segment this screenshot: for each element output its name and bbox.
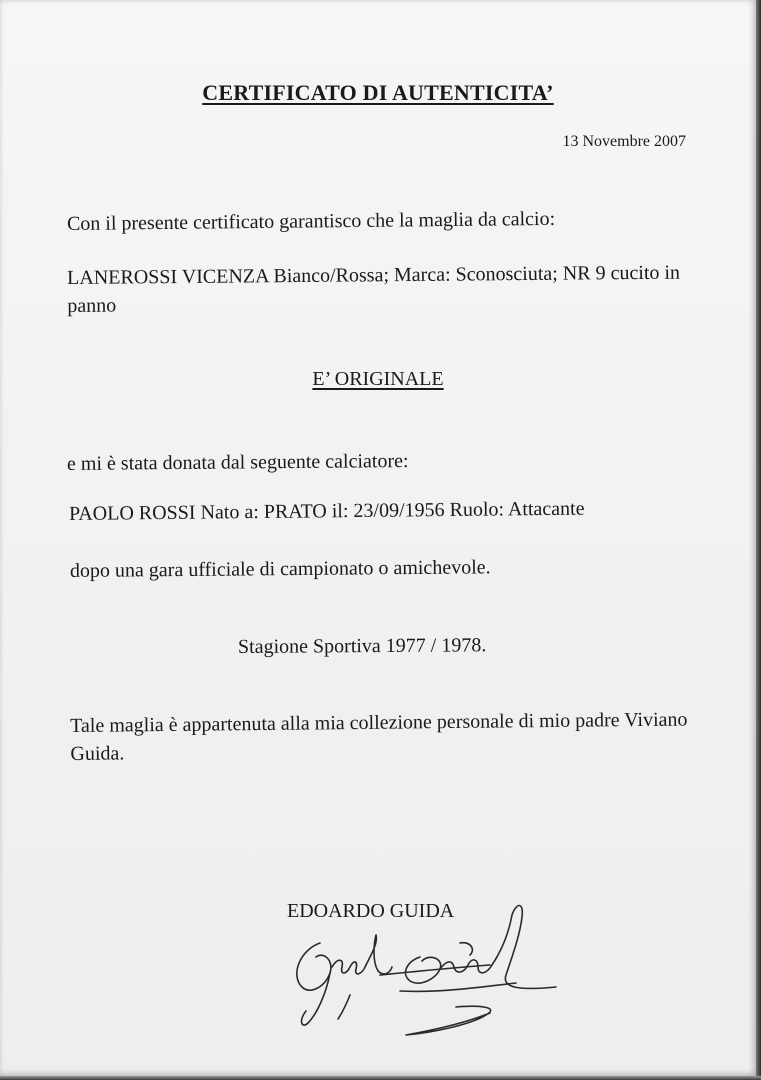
donation-text: e mi è stata donata dal seguente calciatore: (66, 450, 409, 475)
signer-name: EDOARDO GUIDA (287, 900, 455, 922)
match-text: dopo una gara ufficiale di campionato o amichevole. (69, 556, 491, 582)
jersey-description: LANEROSSI VICENZA Bianco/Rossa; Marca: Sconosciuta; NR 9 cucito in panno (67, 261, 681, 317)
page-right-edge (756, 0, 761, 1080)
certificate-date: 13 Novembre 2007 (562, 133, 686, 150)
season-text: Stagione Sportiva 1977 / 1978. (237, 634, 487, 658)
collection-text: Tale maglia è appartenuta alla mia collezione personale di mio padre Viviano Guida. (70, 708, 688, 765)
handwritten-signature (280, 895, 580, 1045)
original-verdict: E’ ORIGINALE (312, 368, 444, 390)
page-bottom-edge (0, 1076, 761, 1080)
certificate-title: CERTIFICATO DI AUTENTICITA’ (202, 80, 554, 105)
intro-text: Con il presente certificato garantisco che la maglia da calcio: (66, 207, 556, 235)
player-details: PAOLO ROSSI Nato a: PRATO il: 23/09/1956 Ruolo: Attacante (68, 497, 585, 525)
